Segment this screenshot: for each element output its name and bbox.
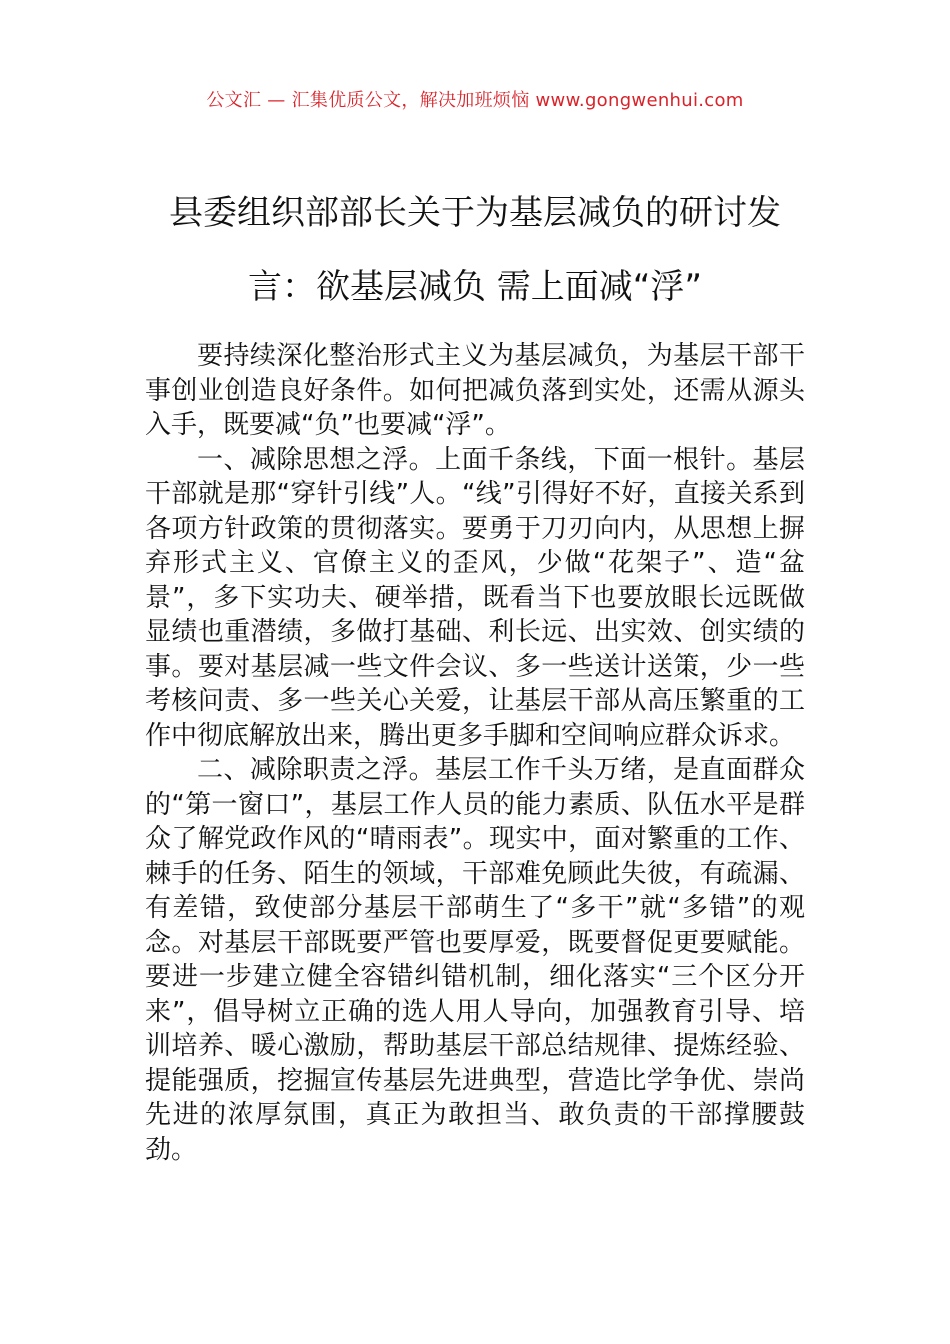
document-title: 县委组织部部长关于为基层减负的研讨发言：欲基层减负 需上面减“浮” [169, 193, 781, 307]
paragraph-intro: 要持续深化整治形式主义为基层减负，为基层干部干事创业创造良好条件。如何把减负落到实处，还需从源头入手，既要减“负”也要减“浮”。 [145, 341, 805, 440]
document-body [145, 339, 805, 1167]
site-banner: 公文汇 — 汇集优质公文，解决加班烦恼 www.gongwenhui.com [206, 90, 744, 111]
paragraph-section-one: 一、减除思想之浮。上面千条线，下面一根针。基层干部就是那“穿针引线”人。“线”引得好不好，直接关系到各项方针政策的贯彻落实。要勇于刀刃向内，从思想上摒弃形式主义、官僚主义的歪风，少做“花架子”、造“盆景”，多下实功夫、硬举措，既看当下也要放眼长远既做显绩也重潜绩，多做打基础、利长远、出实效、创实绩的事。要对基层减一些文件会议、多一些送计送策，少一些考核问责、多一些关心关爱，让基层干部从高压繁重的工作中彻底解放出来，腾出更多手脚和空间响应群众诉求。 [145, 444, 805, 751]
paragraph-section-two: 二、减除职责之浮。基层工作千头万绪，是直面群众的“第一窗口”，基层工作人员的能力素质、队伍水平是群众了解党政作风的“晴雨表”。现实中，面对繁重的工作、棘手的任务、陌生的领域，干部难免顾此失彼，有疏漏、有差错，致使部分基层干部萌生了“多干”就“多错”的观念。对基层干部既要严管也要厚爱，既要督促更要赋能。要进一步建立健全容错纠错机制，细化落实“三个区分开来”，倡导树立正确的选人用人导向，加强教育引导、培训培养、暖心激励，帮助基层干部总结规律、提炼经验、提能强质，挖掘宣传基层先进典型，营造比学争优、崇尚先进的浓厚氛围，真正为敢担当、敢负责的干部撑腰鼓劲。 [145, 755, 805, 1165]
